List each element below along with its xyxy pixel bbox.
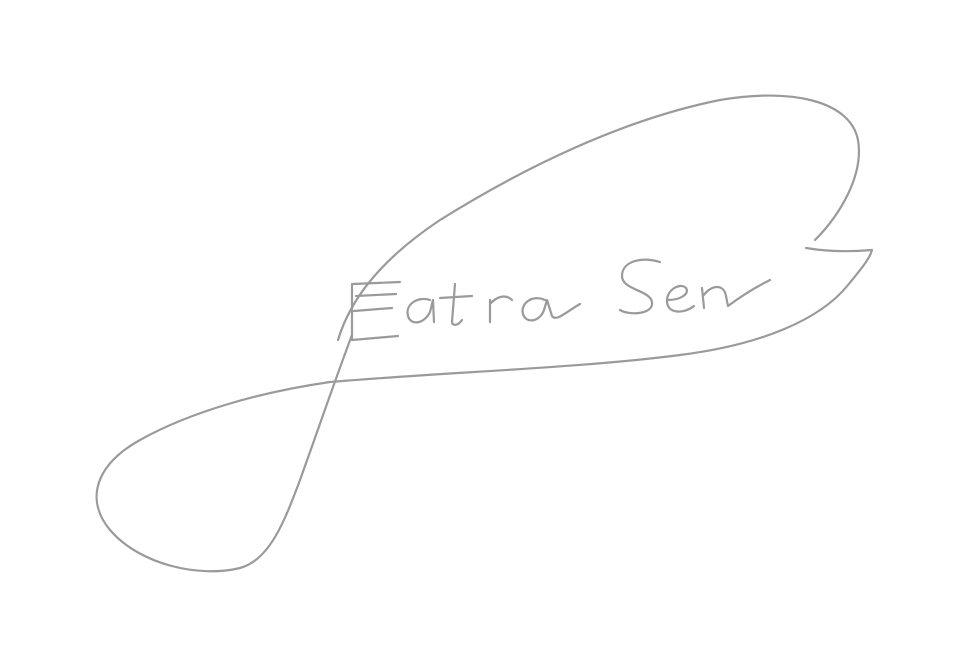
signature-letter-r [490, 297, 512, 322]
signature-letter-a1 [408, 299, 434, 322]
signature-letter-a2 [523, 298, 580, 320]
signature-letter-s [620, 260, 660, 314]
signature-letter-f [352, 282, 400, 340]
signature-letter-n [702, 280, 770, 308]
signature-letter-e [667, 286, 694, 312]
signature-flourish-loop [338, 96, 859, 340]
signature-letter-t [440, 284, 472, 325]
signature-descender-stroke [97, 248, 872, 571]
